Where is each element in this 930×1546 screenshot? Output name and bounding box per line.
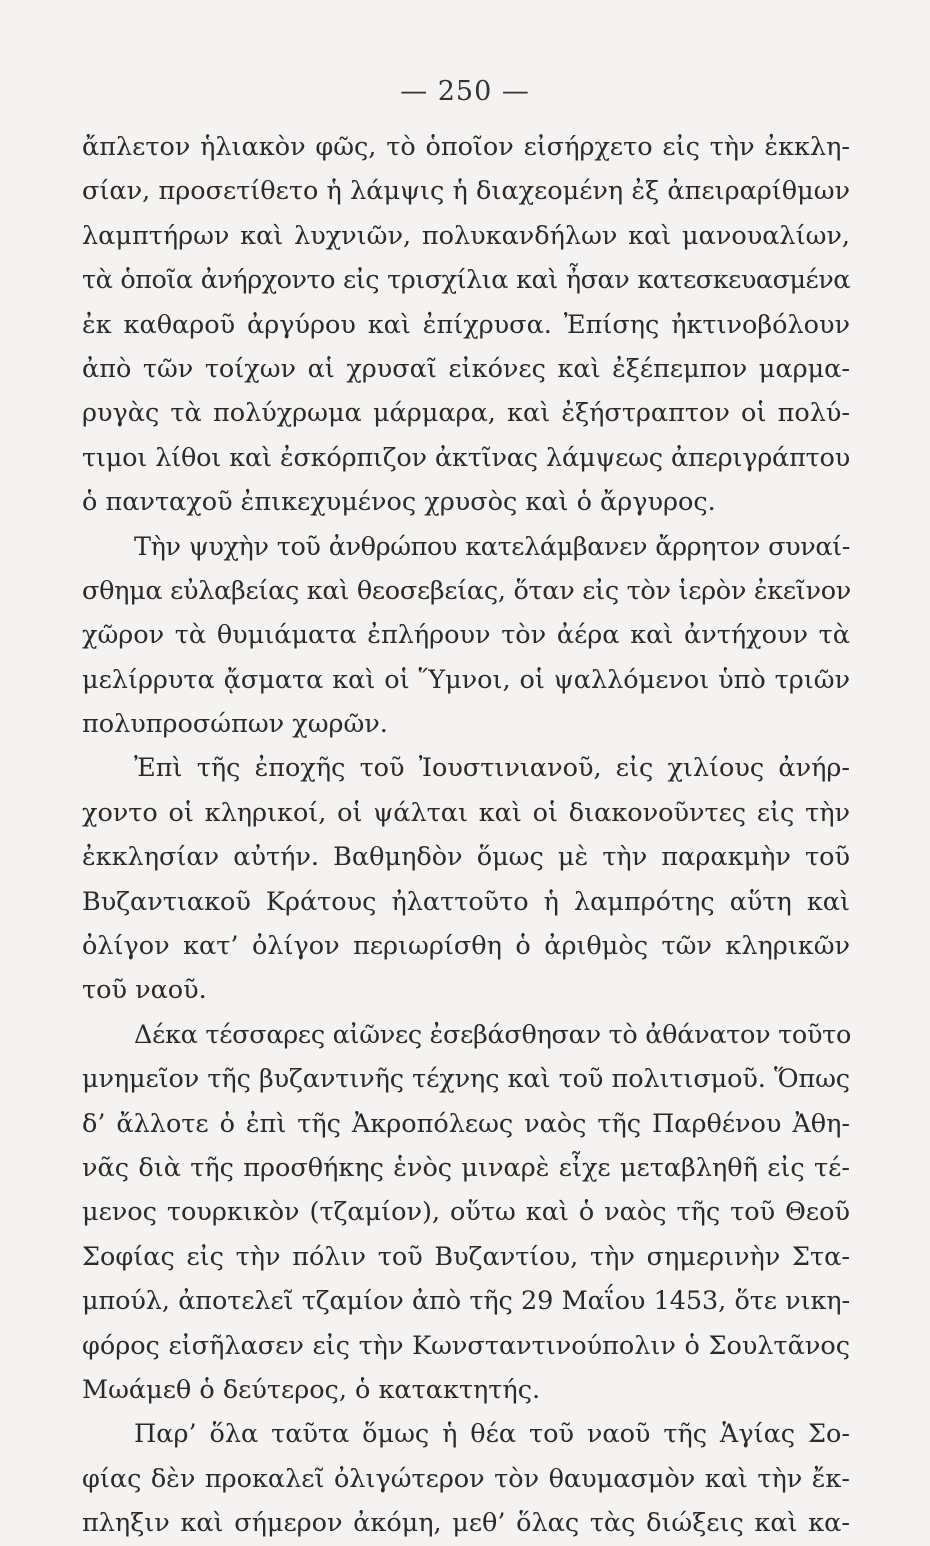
text-line: ὀλίγον κατ’ ὀλίγον περιωρίσθη ὁ ἀριθμὸς τῶν κληρικῶν [82, 931, 850, 962]
text-line: λαμπτήρων καὶ λυχνιῶν, πολυκανδήλων καὶ μανουαλίων, [82, 220, 850, 251]
text-line: Σοφίας εἰς τὴν πόλιν τοῦ Βυζαντίου, τὴν σημερινὴν Στα- [82, 1241, 850, 1272]
text-line: δ’ ἄλλοτε ὁ ἐπὶ τῆς Ἀκροπόλεως ναὸς τῆς Παρθένου Ἀθη- [82, 1108, 850, 1139]
text-line: Παρ’ ὅλα ταῦτα ὅμως ἡ θέα τοῦ ναοῦ τῆς Ἁγίας Σο- [134, 1419, 850, 1450]
text-line: χοντο οἱ κληρικοί, οἱ ψάλται καὶ οἱ διακονοῦντες εἰς τὴν [82, 797, 850, 828]
text-line: τὰ ὁποῖα ἀνήρχοντο εἰς τρισχίλια καὶ ἦσαν κατεσκευασμένα [82, 265, 850, 296]
text-line: μελίρρυτα ᾄσματα καὶ οἱ Ὕμνοι, οἱ ψαλλόμενοι ὑπὸ τριῶν [82, 664, 850, 695]
text-line: ἀπὸ τῶν τοίχων αἱ χρυσαῖ εἰκόνες καὶ ἐξέπεμπον μαρμα- [82, 353, 850, 384]
text-line: ὁ πανταχοῦ ἐπικεχυμένος χρυσὸς καὶ ὁ ἄργυρος. [82, 487, 716, 518]
text-line: ἐκκλησίαν αὐτήν. Βαθμηδὸν ὅμως μὲ τὴν παρακμὴν τοῦ [82, 842, 850, 873]
text-line: τοῦ ναοῦ. [82, 975, 207, 1006]
body-text [82, 125, 850, 1546]
text-line: Ἐπὶ τῆς ἐποχῆς τοῦ Ἰουστινιανοῦ, εἰς χιλίους ἀνήρ- [134, 753, 850, 784]
text-line: μενος τουρκικὸν (τζαμίον), οὕτω καὶ ὁ ναὸς τῆς τοῦ Θεοῦ [82, 1197, 850, 1228]
text-line: Δέκα τέσσαρες αἰῶνες ἐσεβάσθησαν τὸ ἀθάνατον τοῦτο [134, 1019, 852, 1050]
text-line: σίαν, προσετίθετο ἡ λάμψις ἡ διαχεομένη ἐξ ἀπειραρίθμων [82, 176, 850, 207]
text-line: μνημεῖον τῆς βυζαντινῆς τέχνης καὶ τοῦ πολιτισμοῦ. Ὅπως [82, 1064, 850, 1095]
text-line: μπούλ, ἀποτελεῖ τζαμίον ἀπὸ τῆς 29 Μαΐου 1453, ὅτε νικη- [82, 1286, 850, 1317]
text-line: φίας δὲν προκαλεῖ ὀλιγώτερον τὸν θαυμασμὸν καὶ τὴν ἔκ- [82, 1463, 850, 1494]
text-line: χῶρον τὰ θυμιάματα ἐπλήρουν τὸν ἀέρα καὶ ἀντήχουν τὰ [82, 620, 850, 651]
text-line: Βυζαντιακοῦ Κράτους ἠλαττοῦτο ἡ λαμπρότης αὕτη καὶ [82, 886, 850, 917]
text-line: φόρος εἰσῆλασεν εἰς τὴν Κωνσταντινούπολιν ὁ Σουλτᾶνος [82, 1330, 850, 1361]
text-line: πολυπροσώπων χωρῶν. [82, 709, 388, 740]
page-number: — 250 — [400, 76, 530, 107]
text-line: ἄπλετον ἡλιακὸν φῶς, τὸ ὁποῖον εἰσήρχετο εἰς τὴν ἐκκλη- [82, 132, 850, 162]
text-line: σθημα εὐλαβείας καὶ θεοσεβείας, ὅταν εἰς τὸν ἱερὸν ἐκεῖνον [82, 575, 851, 606]
text-line: τιμοι λίθοι καὶ ἐσκόρπιζον ἀκτῖνας λάμψεως ἀπεριγράπτου [82, 442, 850, 473]
text-line: πληξιν καὶ σήμερον ἀκόμη, μεθ’ ὅλας τὰς διώξεις καὶ κα- [82, 1508, 850, 1539]
text-line: Τὴν ψυχὴν τοῦ ἀνθρώπου κατελάμβανεν ἄρρητον συναί- [134, 531, 850, 562]
text-line: νᾶς διὰ τῆς προσθήκης ἑνὸς μιναρὲ εἶχε μεταβληθῆ εἰς τέ- [82, 1152, 850, 1183]
text-line: ἐκ καθαροῦ ἀργύρου καὶ ἐπίχρυσα. Ἐπίσης ἠκτινοβόλουν [82, 309, 850, 340]
text-line: Μωάμεθ ὁ δεύτερος, ὁ κατακτητής. [82, 1374, 541, 1405]
text-line: ρυγὰς τὰ πολύχρωμα μάρμαρα, καὶ ἐξήστραπτον οἱ πολύ- [82, 398, 850, 429]
